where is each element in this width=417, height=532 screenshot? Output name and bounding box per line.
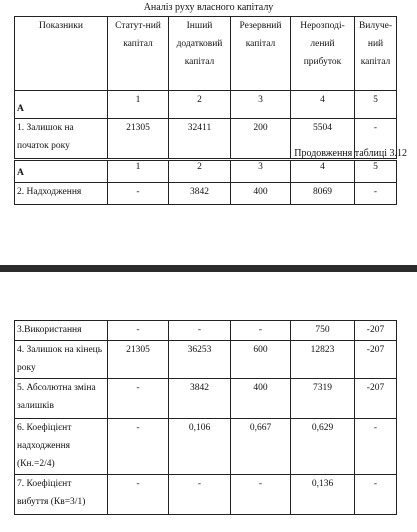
row-label: 5. Абсолютна зміна залишків <box>15 379 108 419</box>
header-additional-capital: Інший додатковий капітал <box>169 17 231 91</box>
table-cell: 12823 <box>291 341 355 379</box>
page-title: Аналіз руху власного капіталу <box>143 2 274 13</box>
index-cell: А <box>15 161 108 183</box>
header-reserve-capital: Резервний капітал <box>231 17 291 91</box>
equity-table-bottom <box>14 320 397 515</box>
table-cell: - <box>169 475 231 515</box>
table-cell: - <box>108 419 169 475</box>
table-cell: 0,629 <box>291 419 355 475</box>
equity-table-top <box>14 16 397 159</box>
row-label: 1. Залишок на початок року <box>15 119 108 159</box>
table-cell: 5504 <box>291 119 355 159</box>
index-cell: А <box>15 91 108 119</box>
equity-table-continued <box>14 160 397 205</box>
index-cell: 1 <box>108 161 169 183</box>
table-cell: - <box>355 475 397 515</box>
table-cell: 32411 <box>169 119 231 159</box>
table-cell: 0,106 <box>169 419 231 475</box>
table-index-row <box>15 91 397 119</box>
table-cell: - <box>231 475 291 515</box>
header-withdrawn-capital: Вилуче-ний капітал <box>355 17 397 91</box>
table-cell: 200 <box>231 119 291 159</box>
table-cell: 0,667 <box>231 419 291 475</box>
table-cell: - <box>231 321 291 341</box>
row-label: 4. Залишок на кінець року <box>15 341 108 379</box>
table-cell: 400 <box>231 379 291 419</box>
index-cell: 3 <box>231 91 291 119</box>
table-cell: 36253 <box>169 341 231 379</box>
table-cell: 21305 <box>108 119 169 159</box>
index-cell: 4 <box>291 161 355 183</box>
index-cell: 3 <box>231 161 291 183</box>
index-cell: 2 <box>169 91 231 119</box>
table-cell: - <box>355 419 397 475</box>
table-cell: - <box>355 119 397 159</box>
table-cell: 3842 <box>169 379 231 419</box>
table-cell: - <box>108 475 169 515</box>
table-row <box>15 341 397 379</box>
index-cell: 4 <box>291 91 355 119</box>
table-row <box>15 475 397 515</box>
table-cell: 750 <box>291 321 355 341</box>
table-cell: -207 <box>355 379 397 419</box>
table-cell: 400 <box>231 183 291 205</box>
table-cell: -207 <box>355 341 397 379</box>
table-cell: - <box>169 321 231 341</box>
table-row <box>15 419 397 475</box>
header-statutory-capital: Статут-ний капітал <box>108 17 169 91</box>
table-cell: 7319 <box>291 379 355 419</box>
header-retained-earnings: Нерозподі-лений прибуток <box>291 17 355 91</box>
row-label: 6. Коефіцієнт надходження (Кн.=2/4) <box>15 419 108 475</box>
table-cell: 600 <box>231 341 291 379</box>
index-cell: 5 <box>355 91 397 119</box>
table-cell: 0,136 <box>291 475 355 515</box>
index-cell: 1 <box>108 91 169 119</box>
table-row <box>15 183 397 205</box>
table-continued-label: Продовження таблиці 3.12 <box>294 148 407 159</box>
page-separator <box>0 265 417 272</box>
table-cell: 3842 <box>169 183 231 205</box>
table-row <box>15 379 397 419</box>
table-cell: - <box>108 321 169 341</box>
index-cell: 2 <box>169 161 231 183</box>
table-row <box>15 321 397 341</box>
row-label: 3.Використання <box>15 321 108 341</box>
table-cell: 21305 <box>108 341 169 379</box>
table-cell: 8069 <box>291 183 355 205</box>
table-cell: -207 <box>355 321 397 341</box>
table-index-row <box>15 161 397 183</box>
table-cell: - <box>108 379 169 419</box>
table-cell: - <box>108 183 169 205</box>
row-label: 2. Надходження <box>15 183 108 205</box>
header-indicator: Показники <box>15 17 108 91</box>
table-header-row <box>15 17 397 91</box>
index-cell: 5 <box>355 161 397 183</box>
table-cell: - <box>355 183 397 205</box>
row-label: 7. Коефіцієнт вибуття (Кв=3/1) <box>15 475 108 515</box>
